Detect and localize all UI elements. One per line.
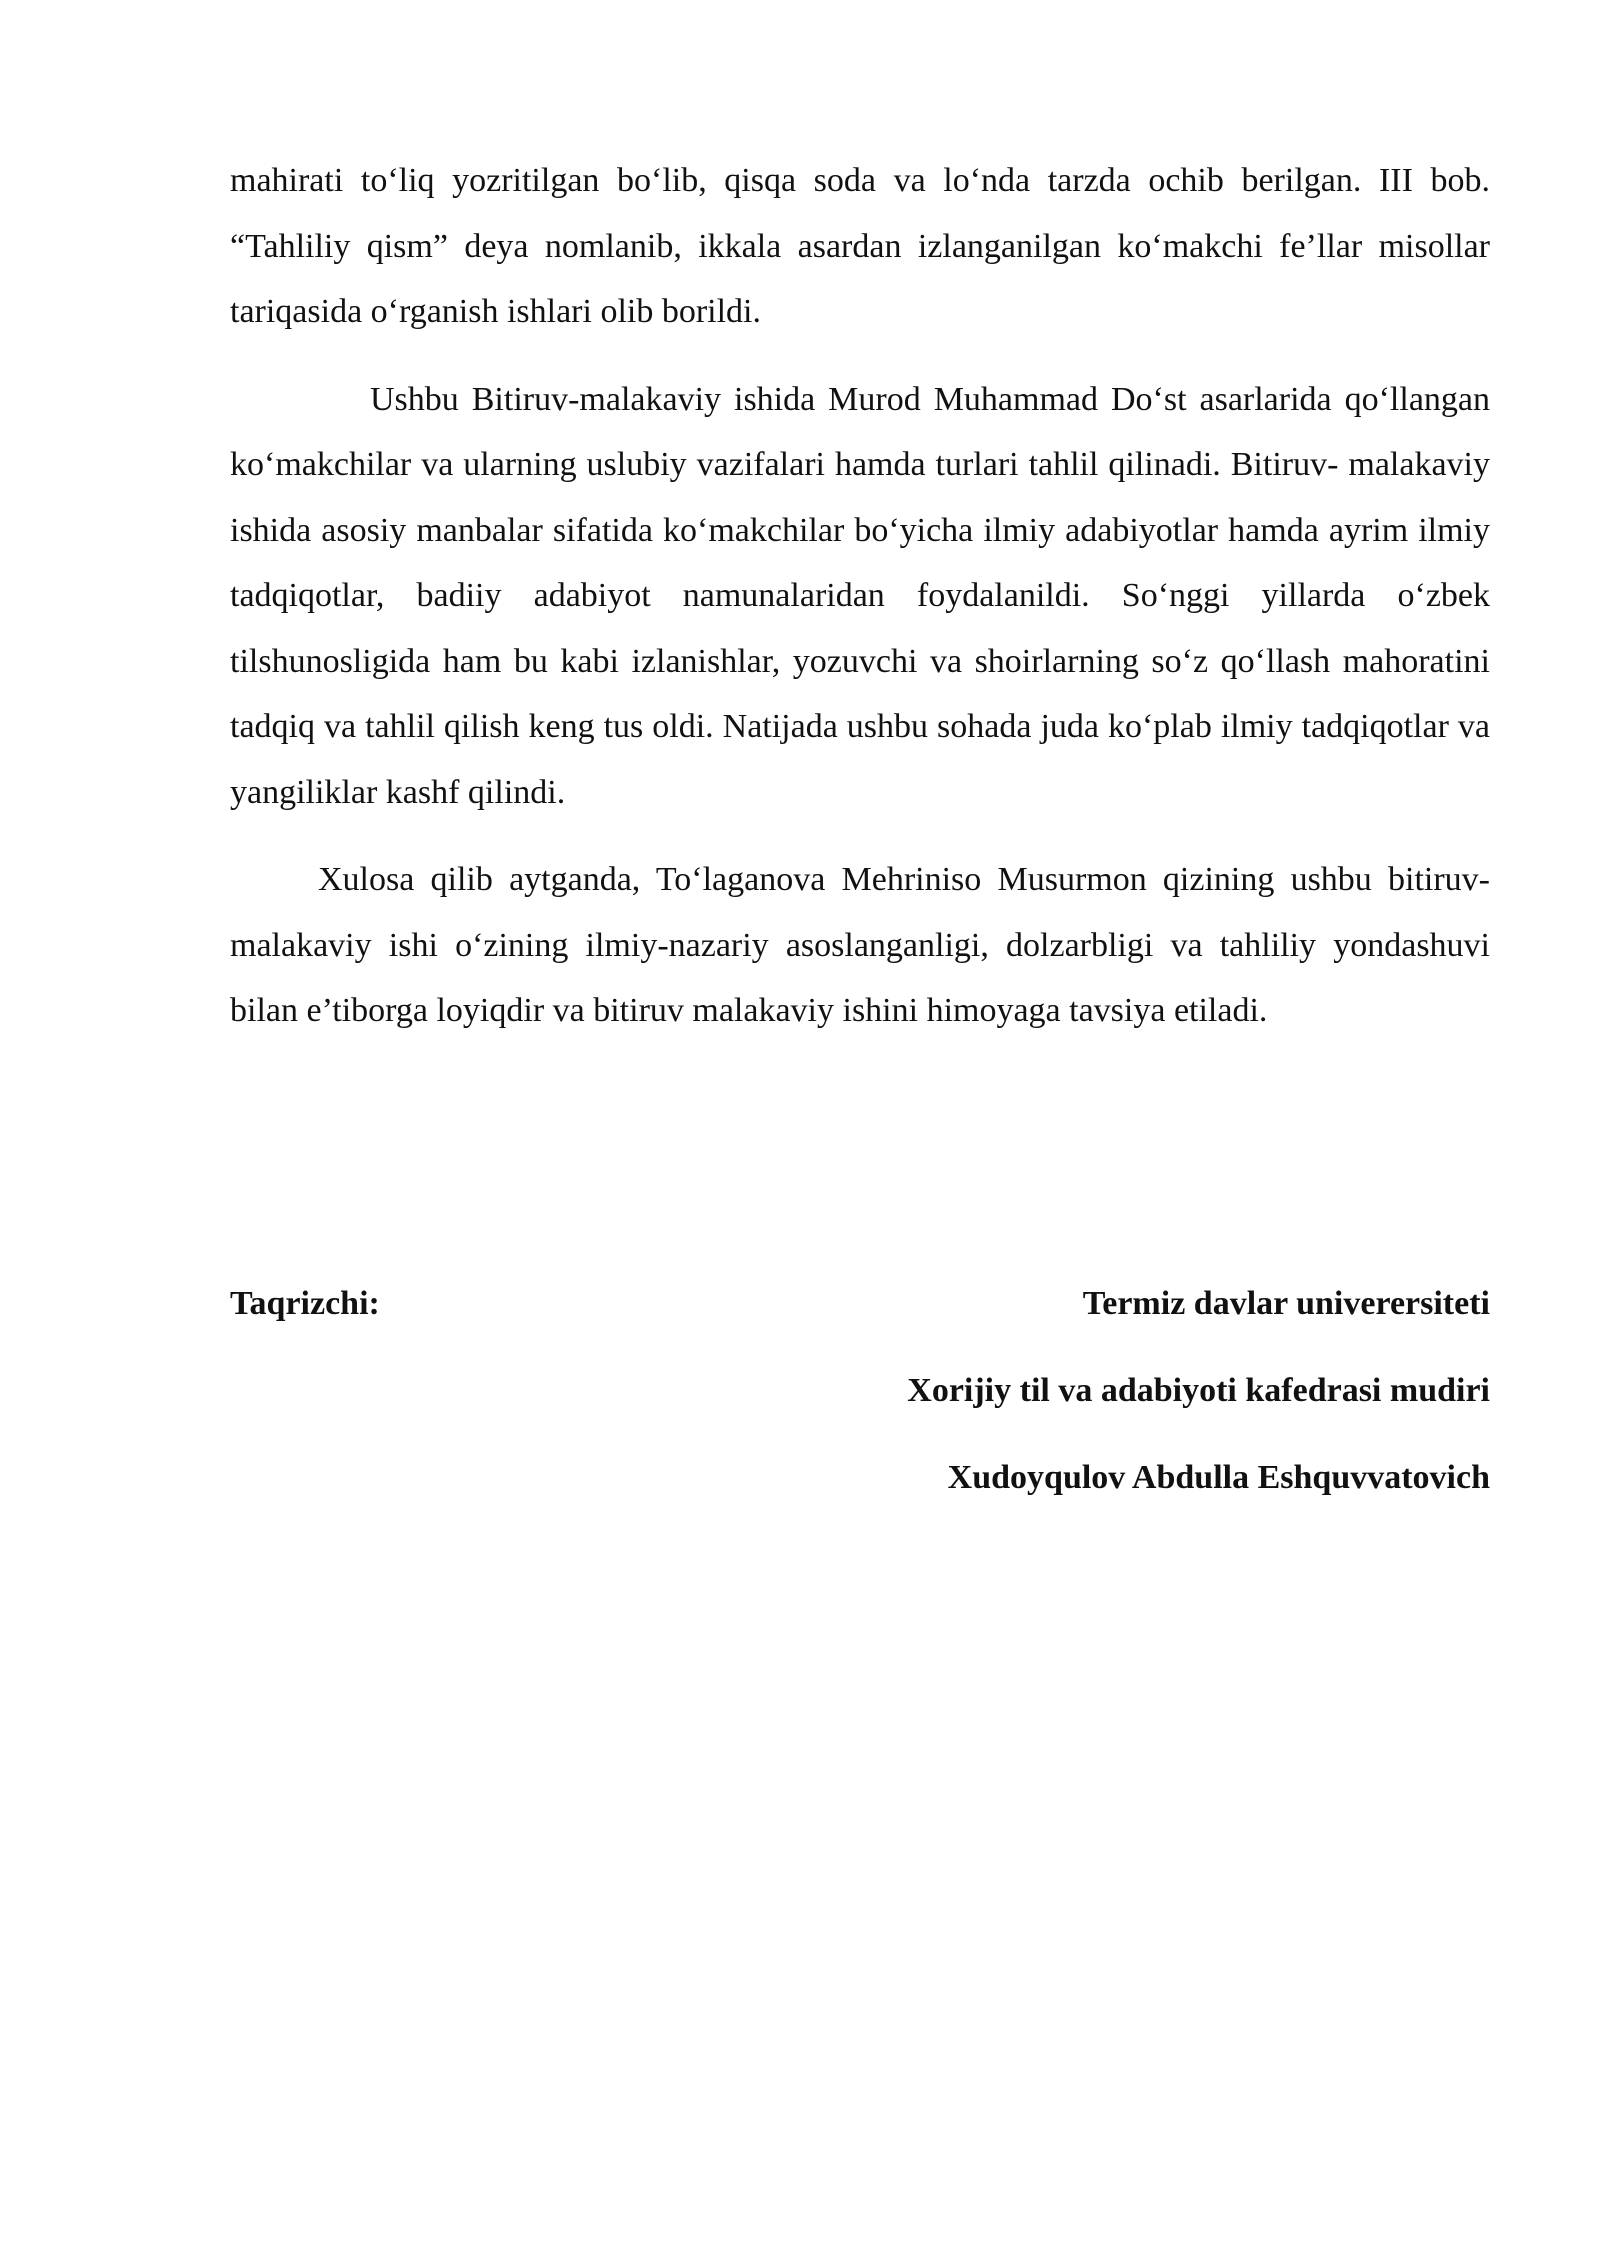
reviewer-position: Xorijiy til va adabiyoti kafedrasi mudiri — [907, 1372, 1490, 1409]
reviewer-university: Termiz davlar univerersiteti — [1082, 1285, 1490, 1322]
reviewer-name: Xudoyqulov Abdulla Eshquvvatovich — [947, 1459, 1490, 1496]
reviewer-details — [907, 1276, 1490, 1537]
paragraph-conclusion: Xulosa qilib aytganda, To‘laganova Mehriniso Musurmon qizining ushbu bitiruv-malakaviy ishi o‘zining ilmiy-nazariy asoslanganligi, dolzarbligi va tahliliy yondashuvi bilan e’tiborga loyiqdir va bitiruv malakaviy ishini himoyaga tavsiya etiladi. — [230, 861, 1490, 1029]
paragraph-research-summary: Ushbu Bitiruv-malakaviy ishida Murod Muhammad Do‘st asarlarida qo‘llangan ko‘makchilar va ularning uslubiy vazifalari hamda turlari tahlil qilinadi. Bitiruv- malakaviy ishida asosiy manbalar sifatida ko‘makchilar bo‘yicha ilmiy adabiyotlar hamda ayrim ilmiy tadqiqotlar, badiiy adabiyot namunalaridan foydalanildi. So‘nggi yillarda o‘zbek tilshunosligida ham bu kabi izlanishlar, yozuvchi va shoirlarning so‘z qo‘llash mahoratini tadqiq va tahlil qilish keng tus oldi. Natijada ushbu sohada juda ko‘plab ilmiy tadqiqotlar va yangiliklar kashf qilindi. — [230, 380, 1490, 811]
paragraph-intro: mahirati to‘liq yozritilgan bo‘lib, qisqa soda va lo‘nda tarzda ochib berilgan. III bob. “Tahliliy qism” deya nomlanib, ikkala asardan izlanganilgan ko‘makchi fe’llar misollar tariqasida o‘rganish ishlari olib borildi. — [230, 162, 1490, 330]
document-body — [230, 148, 1490, 1044]
reviewer-label: Taqrizchi: — [230, 1285, 380, 1322]
